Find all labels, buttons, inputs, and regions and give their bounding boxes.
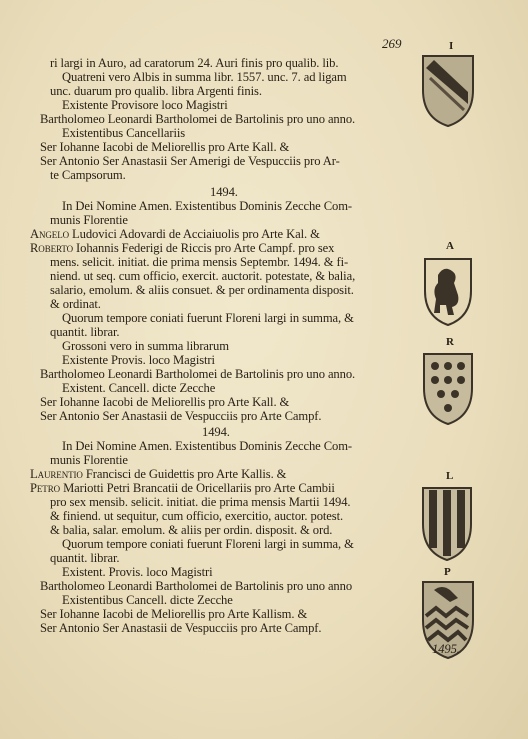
text-line: Existentibus Cancell. dicte Zecche [62, 593, 233, 607]
text-line: Ser Iohanne Iacobi de Meliorellis pro Arte Kall. & [40, 140, 290, 154]
text-line: Petro Mariotti Petri Brancatii de Oricellariis pro Arte Cambii [30, 481, 335, 495]
text-line: niend. ut seq. cum officio, exercit. auctorit. potestate, & balia, [50, 269, 356, 283]
text-line: Angelo Ludovici Adovardi de Acciaiuolis pro Arte Kal. & [30, 227, 320, 241]
text-line: munis Florentie [50, 453, 128, 467]
text-line: 1494. [210, 185, 238, 199]
text-line: Ser Iohanne Iacobi de Meliorellis pro Arte Kall. & [40, 395, 290, 409]
text-line: Bartholomeo Leonardi Bartholomei de Bartolinis pro uno anno. [40, 112, 356, 126]
text-line: Existente Provis. loco Magistri [62, 353, 215, 367]
text-line: Existente Provisore loco Magistri [62, 98, 228, 112]
text-line: Ser Iohanne Iacobi de Meliorellis pro Arte Kallism. & [40, 607, 308, 621]
coat-of-arms-shield-1 [420, 52, 476, 128]
text-line: Existent. Cancell. dicte Zecche [62, 381, 216, 395]
text-line: te Campsorum. [50, 168, 126, 182]
text-line: quantit. librar. [50, 551, 120, 565]
text-line: pro sex mensib. selicit. initiat. die prima mensis Martii 1494. [50, 495, 351, 509]
margin-letter-a: A [446, 240, 454, 252]
margin-letter-i: I [449, 40, 454, 52]
text-line: & finiend. ut sequitur, cum officio, exercitio, auctor. potest. [50, 509, 344, 523]
text-line: Laurentio Francisci de Guidettis pro Arte Kallis. & [30, 467, 287, 481]
text-line: quantit. librar. [50, 325, 120, 339]
text-line: Grossoni vero in summa librarum [62, 339, 229, 353]
text-line: Existent. Provis. loco Magistri [62, 565, 213, 579]
text-line: Quorum tempore coniati fuerunt Floreni largi in summa, & [62, 311, 354, 325]
text-line: & balia, salar. emolum. & aliis per ordin. disposit. & ord. [50, 523, 333, 537]
text-line: Ser Antonio Ser Anastasii Ser Amerigi de Vespucciis pro Ar- [40, 154, 340, 168]
margin-letter-r: R [446, 336, 454, 348]
text-line: mens. selicit. initiat. die prima mensis Septembr. 1494. & fi- [50, 255, 349, 269]
page-number: 269 [382, 36, 402, 51]
text-line: In Dei Nomine Amen. Existentibus Dominis Zecche Com- [62, 439, 353, 453]
text-line: Ser Antonio Ser Anastasii de Vespucciis pro Arte Campf. [40, 621, 322, 635]
coat-of-arms-striped-shield [420, 484, 474, 562]
text-line: salario, emolum. & aliis consuet. & per ordinamenta disposit. [50, 283, 354, 297]
text-line: Bartholomeo Leonardi Bartholomei de Bartolinis pro uno anno [40, 579, 353, 593]
text-line: unc. duarum pro qualib. libra Argenti finis. [50, 84, 262, 98]
text-line: Existentibus Cancellariis [62, 126, 186, 140]
text-line: Roberto Iohannis Federigi de Riccis pro Arte Campf. pro sex [30, 241, 335, 255]
coat-of-arms-lion-shield [422, 255, 474, 327]
text-line: Ser Antonio Ser Anastasii de Vespucciis pro Arte Campf. [40, 409, 322, 423]
text-line: Quorum tempore coniati fuerunt Floreni largi in summa, & [62, 537, 354, 551]
catchword: 1495. [432, 642, 460, 656]
text-line: Quatreni vero Albis in summa libr. 1557. unc. 7. ad ligam [62, 70, 347, 84]
text-line: & ordinat. [50, 297, 101, 311]
text-line: In Dei Nomine Amen. Existentibus Dominis Zecche Com- [62, 199, 353, 213]
margin-letter-l: L [446, 470, 454, 482]
text-line: munis Florentie [50, 213, 128, 227]
text-line: 1494. [202, 425, 230, 439]
text-line: Bartholomeo Leonardi Bartholomei de Bartolinis pro uno anno. [40, 367, 356, 381]
margin-letter-p: P [444, 566, 451, 578]
text-line: ri largi in Auro, ad caratorum 24. Auri finis pro qualib. lib. [50, 56, 339, 70]
coat-of-arms-spotted-shield [421, 350, 475, 426]
